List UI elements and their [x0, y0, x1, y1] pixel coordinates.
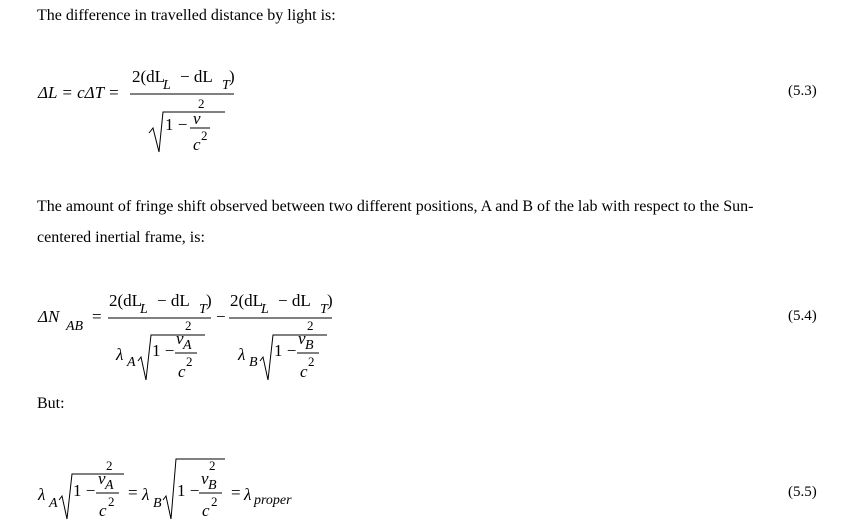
eq53-c: c — [193, 135, 201, 154]
eq54-equals: = — [92, 307, 102, 326]
paragraph-intro: The difference in travelled distance by light is: — [37, 7, 336, 24]
eq54-lhs-sub: AB — [66, 319, 84, 334]
eq55-b-v-exp: 2 — [209, 458, 216, 473]
eq54-t1-num-open: 2(dL — [109, 291, 143, 310]
eq54-t2-lambda-sub: B — [249, 355, 258, 370]
eq54-t2-num-open: 2(dL — [230, 291, 264, 310]
eq54-t1-one-minus: 1 − — [152, 341, 175, 360]
eq54-t1-c-exp: 2 — [186, 354, 193, 369]
eq55-lambda-a-sub: A — [49, 496, 58, 511]
paragraph-fringe-shift-line2: centered inertial frame, is: — [37, 229, 205, 246]
eq54-t2-sub-l: L — [261, 302, 269, 317]
eq55-a-v-sub: A — [105, 478, 114, 493]
eq55-b-v: v — [201, 469, 209, 488]
eq54-t1-num-close: ) — [206, 291, 212, 310]
eq54-t2-num-close: ) — [327, 291, 333, 310]
eq55-lambda-a: λ — [38, 485, 46, 504]
eq53-sub-l: L — [163, 78, 171, 93]
equation-number-5-3: (5.3) — [788, 83, 817, 99]
eq55-proper-sub: proper — [254, 493, 292, 508]
eq55-equals-2: = — [231, 483, 241, 502]
eq54-t1-v-sub: A — [183, 338, 192, 353]
eq55-a-c: c — [99, 501, 107, 520]
equation-number-5-5: (5.5) — [788, 484, 817, 500]
eq53-numerator-minus: − dL — [180, 67, 213, 86]
eq53-numerator-close: ) — [229, 67, 235, 86]
eq53-c-exp: 2 — [201, 128, 208, 143]
eq55-equals-1: = — [128, 483, 138, 502]
eq55-lambda-proper: λ — [244, 485, 252, 504]
eq55-b-one-minus: 1 − — [177, 481, 200, 500]
eq54-t2-v-exp: 2 — [307, 318, 314, 333]
eq55-b-c: c — [202, 501, 210, 520]
eq54-t2-num-minus: − dL — [278, 291, 311, 310]
equation-5-4 — [37, 291, 333, 381]
eq54-t1-v: v — [176, 329, 184, 348]
equation-5-3 — [37, 67, 235, 154]
eq54-minus: − — [216, 307, 226, 326]
eq54-t1-sub-l: L — [140, 302, 148, 317]
eq53-one-minus: 1 − — [165, 115, 188, 134]
eq54-t1-sub-t: T — [199, 302, 207, 317]
eq55-a-v-exp: 2 — [106, 458, 113, 473]
eq54-t2-c: c — [300, 362, 308, 381]
eq53-v: v — [193, 109, 201, 128]
eq54-t2-sub-t: T — [320, 302, 328, 317]
eq55-a-one-minus: 1 − — [73, 481, 96, 500]
eq54-lhs: ΔN — [38, 307, 60, 326]
eq55-b-v-sub: B — [208, 478, 217, 493]
eq53-v-exp: 2 — [198, 96, 205, 111]
paragraph-but: But: — [37, 395, 65, 412]
eq54-t2-v: v — [298, 329, 306, 348]
equation-number-5-4: (5.4) — [788, 308, 817, 324]
eq54-t2-v-sub: B — [305, 338, 314, 353]
eq54-t2-c-exp: 2 — [308, 354, 315, 369]
eq54-t1-num-minus: − dL — [157, 291, 190, 310]
eq53-lhs: ΔL = cΔT = — [38, 83, 120, 102]
equation-5-5 — [37, 458, 292, 520]
eq53-numerator-open: 2(dL — [132, 67, 166, 86]
eq54-t1-lambda-sub: A — [127, 355, 136, 370]
eq55-lambda-b: λ — [142, 485, 150, 504]
eq55-b-c-exp: 2 — [211, 494, 218, 509]
paragraph-fringe-shift-line1: The amount of fringe shift observed between two different positions, A and B of the lab with respect to the Sun- — [37, 198, 754, 215]
eq53-sub-t: T — [222, 78, 230, 93]
eq54-t1-lambda: λ — [116, 345, 124, 364]
eq54-t2-one-minus: 1 − — [274, 341, 297, 360]
eq54-t2-lambda: λ — [238, 345, 246, 364]
eq55-a-c-exp: 2 — [108, 494, 115, 509]
eq54-t1-c: c — [178, 362, 186, 381]
eq55-a-v: v — [98, 469, 106, 488]
eq54-t1-v-exp: 2 — [185, 318, 192, 333]
eq55-lambda-b-sub: B — [153, 496, 162, 511]
